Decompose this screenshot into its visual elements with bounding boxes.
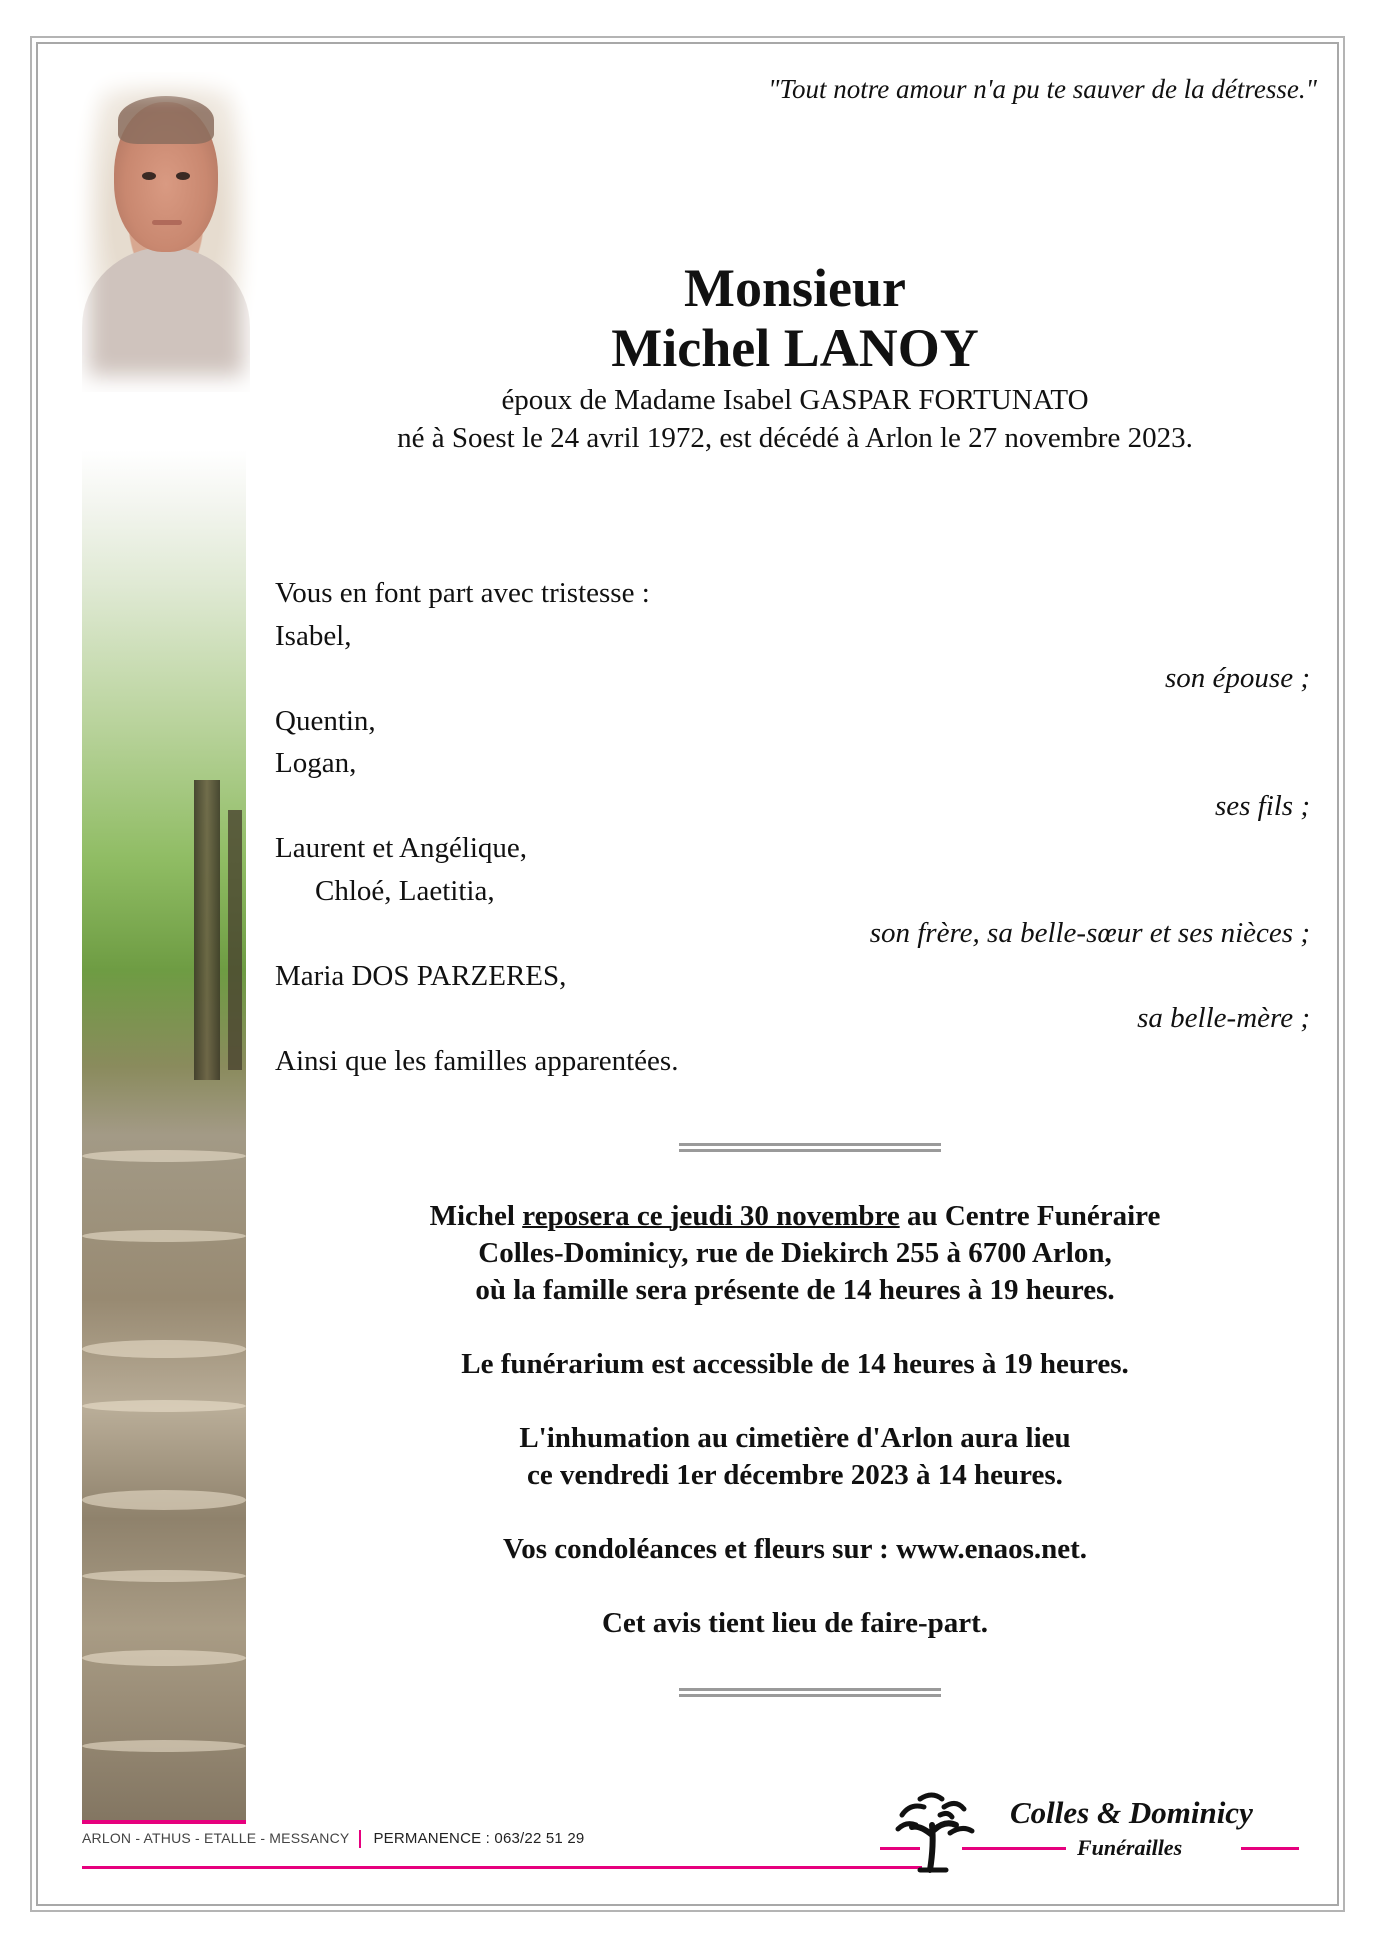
family-member: Chloé, Laetitia, (315, 874, 495, 907)
logo-subtitle: Funérailles (1077, 1835, 1183, 1860)
path-light-patch (82, 1150, 246, 1162)
footer-accent-line (82, 1866, 922, 1869)
logo-accent-line (1241, 1847, 1299, 1850)
funerarium-hours: Le funérarium est accessible de 14 heures à 19 heures. (461, 1348, 1129, 1380)
path-light-patch (82, 1490, 246, 1510)
logo-brand-name: Colles & Dominicy (1010, 1795, 1253, 1830)
visitation-line-1 (300, 1198, 1290, 1235)
tree-trunk (194, 780, 220, 1080)
family-member: Laurent et Angélique, (275, 832, 528, 864)
footer-separator (359, 1830, 361, 1848)
burial-line-1: L'inhumation au cimetière d'Arlon aura lieu (519, 1422, 1071, 1454)
visitation-prefix: Michel (429, 1200, 523, 1232)
deceased-header (300, 258, 1290, 456)
family-member: Isabel, (275, 619, 352, 652)
path-light-patch (82, 1650, 246, 1666)
family-list (275, 572, 1310, 1082)
footer-locations: ARLON - ATHUS - ETALLE - MESSANCY (82, 1830, 350, 1846)
path-light-patch (82, 1340, 246, 1358)
family-rows (275, 615, 1310, 1040)
family-intro: Vous en font part avec tristesse : (275, 577, 650, 609)
epigraph-quote: "Tout notre amour n'a pu te sauver de la détresse." (768, 74, 1317, 104)
forest-path-image (82, 450, 246, 1820)
visitation-date: reposera ce jeudi 30 novembre (522, 1200, 900, 1232)
family-closing: Ainsi que les familles apparentées. (275, 1044, 679, 1077)
logo-accent-line (962, 1847, 1066, 1850)
funeral-home-logo (880, 1785, 1300, 1885)
family-relation: ses fils ; (1214, 789, 1310, 822)
deceased-name: Michel LANOY (611, 318, 979, 378)
ceremony-info (300, 1198, 1290, 1642)
path-light-patch (82, 1570, 246, 1582)
path-light-patch (82, 1740, 246, 1752)
family-relation: son épouse ; (1165, 662, 1310, 694)
birth-death-line: né à Soest le 24 avril 1972, est décédé à Arlon le 27 novembre 2023. (397, 422, 1193, 454)
visitation-suffix: au Centre Funéraire (899, 1200, 1161, 1232)
family-member: Maria DOS PARZERES, (275, 959, 567, 992)
tree-logo-icon (890, 1785, 980, 1875)
family-member: Logan, (275, 747, 357, 779)
spouse-line: époux de Madame Isabel GASPAR FORTUNATO (501, 384, 1089, 416)
double-rule-divider (679, 1143, 941, 1152)
condolences-line: Vos condoléances et fleurs sur : www.enaos.net. (502, 1533, 1088, 1565)
footer-contact (82, 1830, 584, 1848)
family-member: Quentin, (275, 704, 376, 737)
family-relation: sa belle-mère ; (1137, 1002, 1310, 1034)
honorific: Monsieur (684, 258, 906, 318)
accent-bar (82, 1820, 246, 1824)
path-light-patch (82, 1400, 246, 1412)
visitation-line-3: où la famille sera présente de 14 heures à 19 heures. (475, 1274, 1115, 1306)
path-light-patch (82, 1230, 246, 1242)
footer-permanence: PERMANENCE : 063/22 51 29 (373, 1830, 585, 1847)
visitation-line-2: Colles-Dominicy, rue de Diekirch 255 à 6700 Arlon, (478, 1237, 1112, 1269)
portrait-vignette (72, 72, 260, 392)
notice-line: Cet avis tient lieu de faire-part. (601, 1607, 989, 1639)
double-rule-divider (679, 1688, 941, 1697)
portrait-photo (72, 72, 260, 392)
family-relation: son frère, sa belle-sœur et ses nièces ; (869, 917, 1310, 949)
tree-trunk (228, 810, 242, 1070)
burial-line-2: ce vendredi 1er décembre 2023 à 14 heures. (527, 1459, 1063, 1491)
